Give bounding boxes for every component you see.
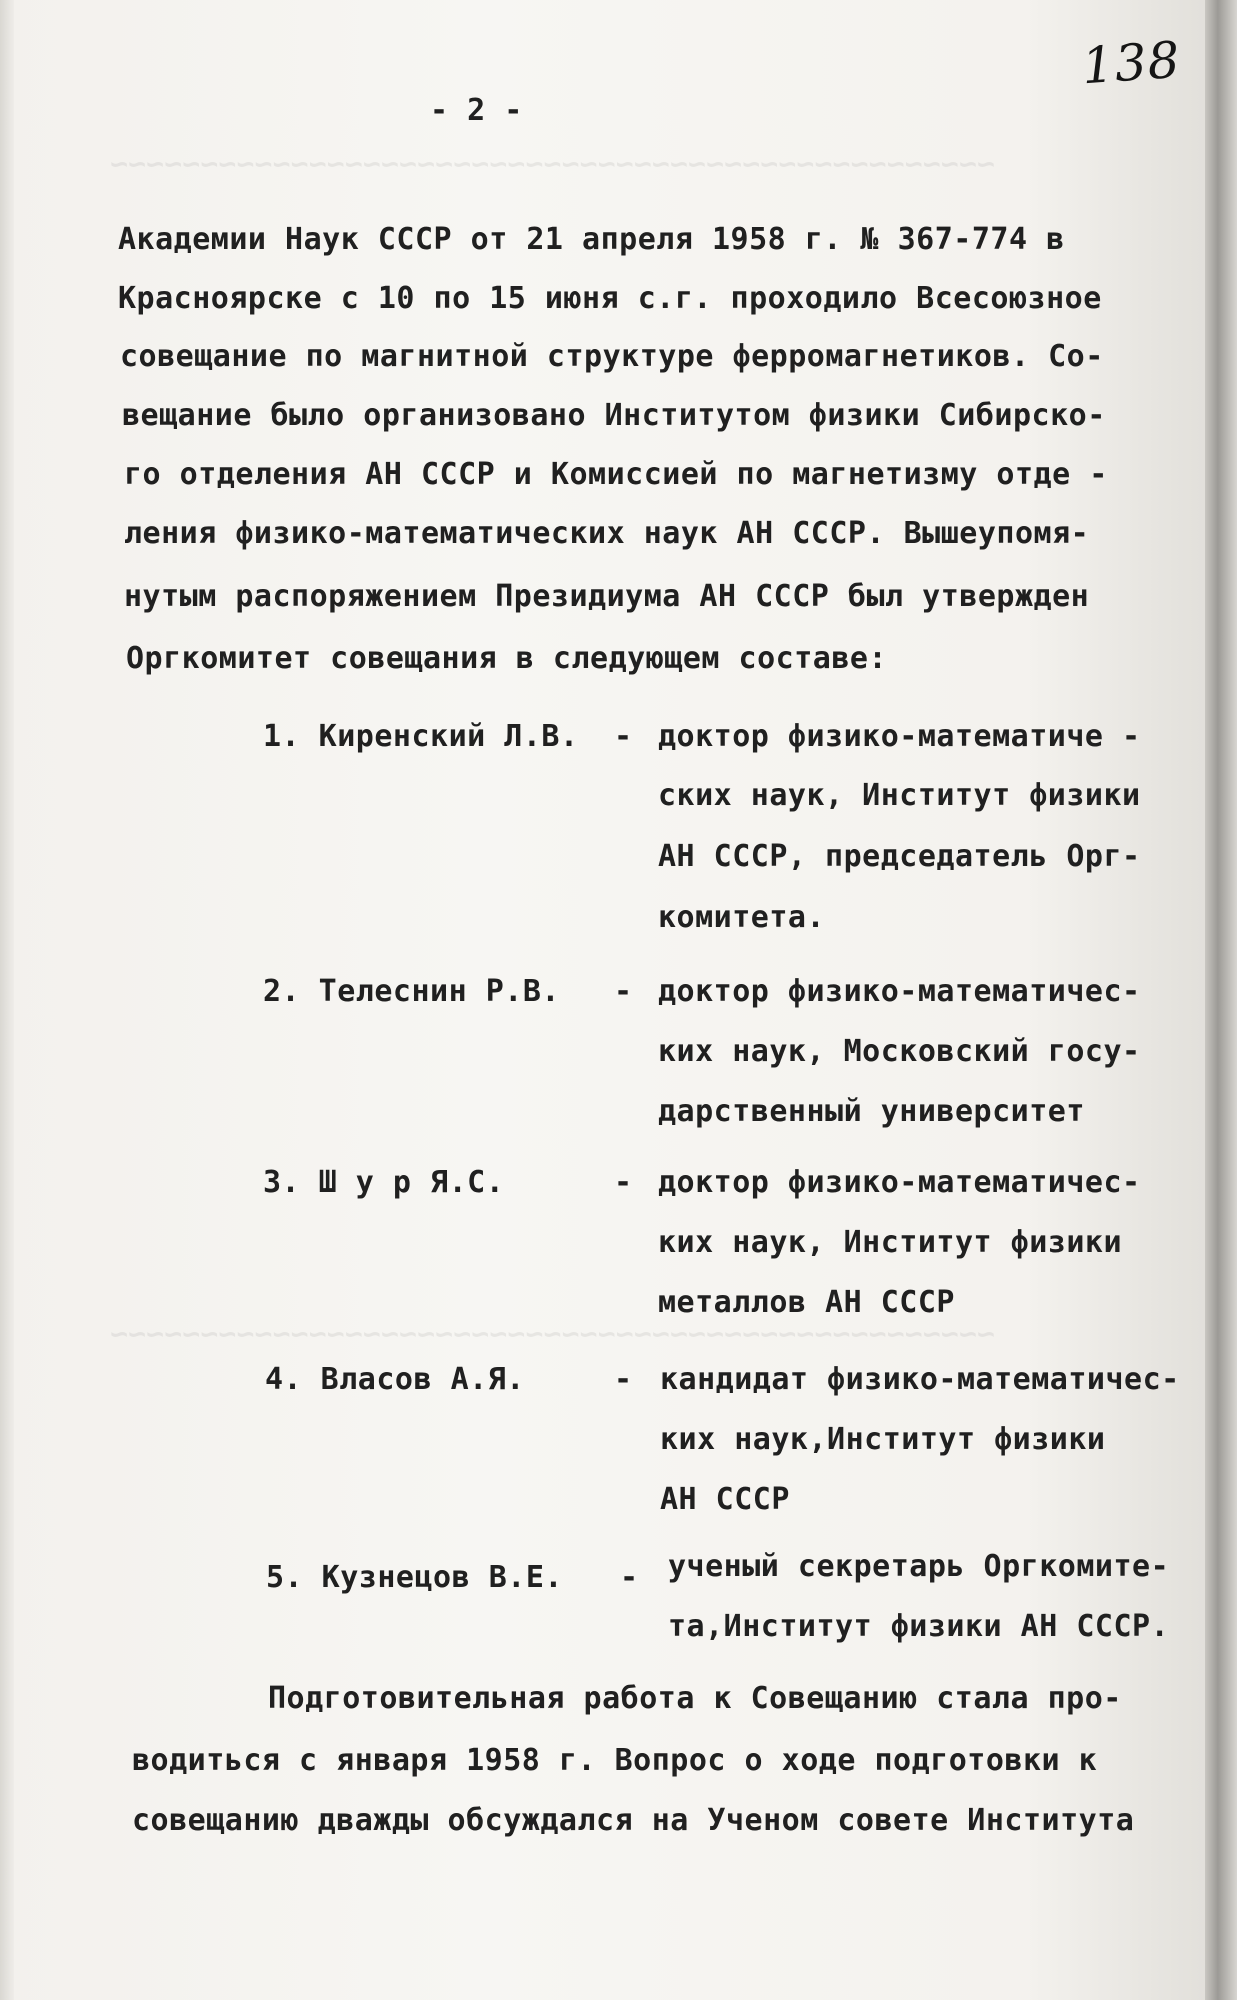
member-dash: - [620,1560,639,1595]
member-desc-line: та,Институт физики АН СССР. [668,1609,1170,1644]
page-number: - 2 - [430,93,523,128]
member-desc-line: комитета. [658,900,826,935]
member-desc-line: кандидат физико-математичес- [660,1362,1180,1397]
text-line: совещание по магнитной структуре ферромагнетиков. Со- [120,339,1104,374]
text-line: Красноярске с 10 по 15 июня с.г. проходило Всесоюзное [118,281,1102,316]
text-line: Подготовительная работа к Совещанию стала про- [268,1681,1122,1716]
member-name: 1. Киренский Л.В. [263,719,579,754]
binding-edge [1205,0,1237,2000]
member-dash: - [614,719,633,754]
member-name: 3. Ш у р Я.С. [263,1165,505,1200]
text-line: вещание было организовано Институтом физики Сибирско- [122,398,1106,433]
member-desc-line: доктор физико-математичес- [658,1165,1141,1200]
member-desc-line: доктор физико-математичес- [658,974,1141,1009]
text-line: нутым распоряжением Президиума АН СССР был утвержден [124,579,1090,614]
member-desc-line: доктор физико-математиче - [658,719,1141,754]
bleed-through: ~~~~~~~~~~~~~~~~~~~~~~~~~~~~~~~~~~~~~~~~~~~~~~~~~ [110,1317,996,1352]
member-dash: - [614,974,633,1009]
member-desc-line: АН СССР [660,1482,790,1517]
text-line: совещанию дважды обсуждался на Ученом совете Института [132,1803,1135,1838]
member-desc-line: ученый секретарь Оргкомите- [668,1549,1170,1584]
text-line: водиться с января 1958 г. Вопрос о ходе подготовки к [132,1743,1098,1778]
member-desc-line: дарственный университет [658,1094,1085,1129]
folio-number: 138 [1080,30,1183,96]
member-name: 2. Телеснин Р.В. [263,974,560,1009]
member-desc-line: ких наук,Институт физики [660,1422,1106,1457]
text-line: Академии Наук СССР от 21 апреля 1958 г. № 367-774 в [118,222,1065,257]
text-line: ления физико-математических наук АН СССР. Вышеупомя- [124,516,1090,551]
member-desc-line: металлов АН СССР [658,1285,955,1320]
bleed-through: ~~~~~~~~~~~~~~~~~~~~~~~~~~~~~~~~~~~~~~~~~~~~~~~~~ [110,147,996,182]
member-name: 5. Кузнецов В.Е. [266,1560,563,1595]
member-dash: - [614,1165,633,1200]
member-desc-line: ских наук, Институт физики [658,778,1141,813]
page-left-edge [0,0,14,2000]
member-desc-line: ких наук, Институт физики [658,1225,1123,1260]
member-desc-line: ких наук, Московский госу- [658,1034,1141,1069]
member-desc-line: АН СССР, председатель Орг- [658,839,1141,874]
text-line: го отделения АН СССР и Комиссией по магнетизму отде - [124,457,1108,492]
text-line: Оргкомитет совещания в следующем составе: [126,641,888,676]
member-dash: - [614,1362,633,1397]
member-name: 4. Власов А.Я. [265,1362,525,1397]
